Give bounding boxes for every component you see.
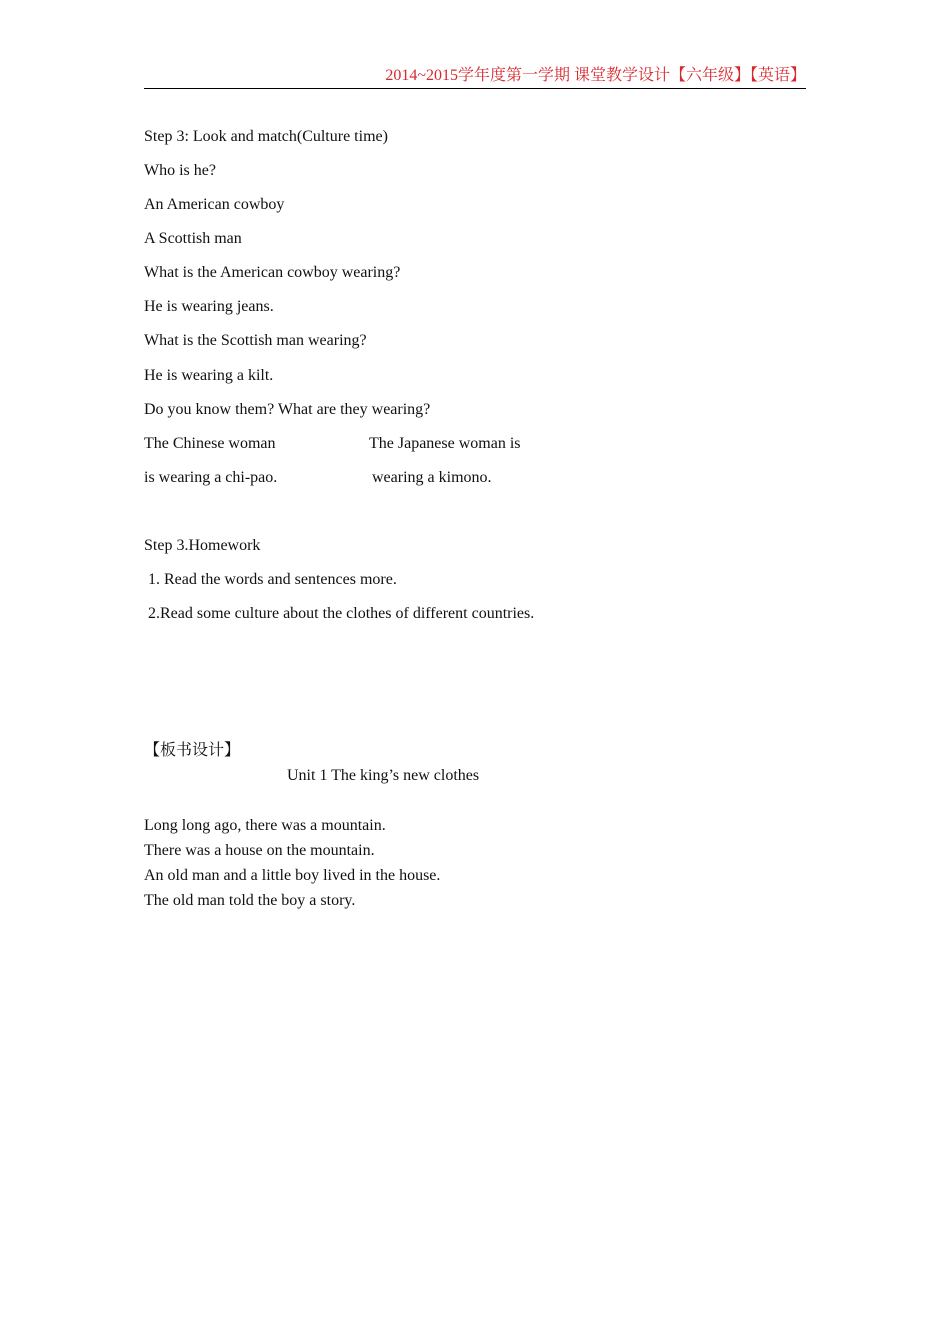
board-design-heading: 【板书设计】	[144, 742, 241, 759]
answer-kilt: He is wearing a kilt.	[144, 367, 274, 384]
answer-cowboy: An American cowboy	[144, 196, 285, 213]
page-header	[144, 66, 806, 89]
japanese-woman-line-1: The Japanese woman is	[369, 435, 521, 452]
answer-scottish: A Scottish man	[144, 230, 242, 247]
board-line: Long long ago, there was a mountain.	[144, 817, 386, 834]
homework-title: Step 3.Homework	[144, 537, 261, 554]
chinese-woman-line-2: is wearing a chi-pao.	[144, 469, 278, 486]
japanese-woman-line-2: wearing a kimono.	[372, 469, 492, 486]
board-line: The old man told the boy a story.	[144, 892, 356, 909]
question-know-them: Do you know them? What are they wearing?	[144, 401, 431, 418]
header-text: 2014~2015学年度第一学期 课堂教学设计【六年级】【英语】	[385, 67, 806, 84]
answer-jeans: He is wearing jeans.	[144, 298, 274, 315]
step3-title: Step 3: Look and match(Culture time)	[144, 128, 388, 145]
question-scottish-wearing: What is the Scottish man wearing?	[144, 332, 367, 349]
board-line: An old man and a little boy lived in the house.	[144, 867, 441, 884]
homework-item-1: 1. Read the words and sentences more.	[148, 571, 397, 588]
board-line: There was a house on the mountain.	[144, 842, 375, 859]
question-cowboy-wearing: What is the American cowboy wearing?	[144, 264, 401, 281]
homework-item-2: 2.Read some culture about the clothes of different countries.	[148, 605, 535, 622]
board-title: Unit 1 The king’s new clothes	[287, 767, 480, 784]
question-who: Who is he?	[144, 162, 216, 179]
chinese-woman-line-1: The Chinese woman	[144, 435, 276, 452]
